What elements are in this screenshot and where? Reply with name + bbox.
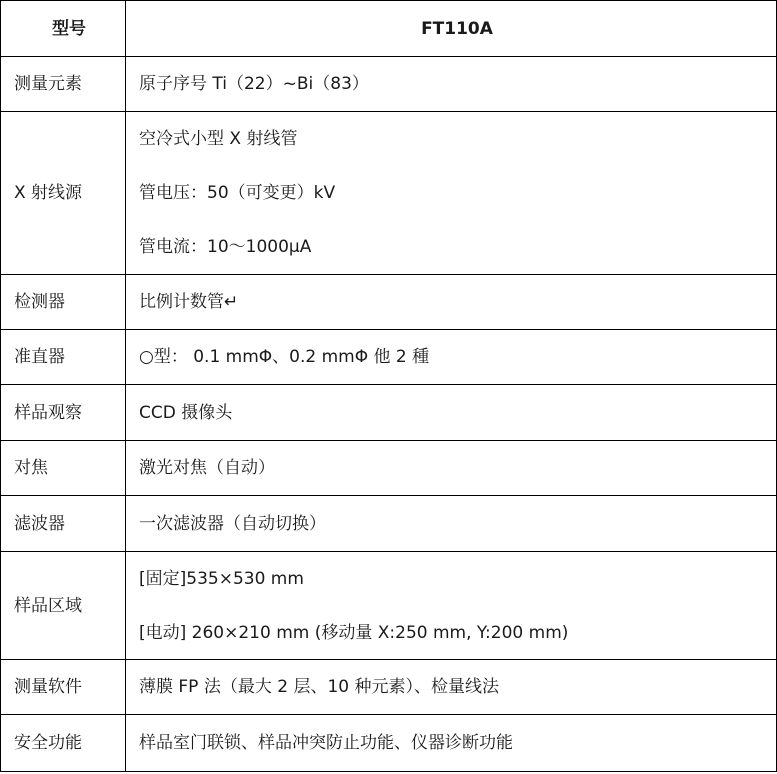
table-row xyxy=(1,385,777,441)
row-value-focus xyxy=(126,441,777,496)
row-value-sample-area xyxy=(126,552,777,660)
header-label-cell: 型号 xyxy=(1,1,126,57)
row-value-safety xyxy=(126,715,777,772)
table-row xyxy=(1,330,777,385)
value-line: 空冷式小型 X 射线管 xyxy=(139,129,298,149)
row-value-collimator xyxy=(126,330,777,385)
row-label-xray-source: X 射线源 xyxy=(1,112,126,275)
value-line: 样品室门联锁、样品冲突防止功能、仪器诊断功能 xyxy=(139,733,513,753)
table-row xyxy=(1,112,777,275)
row-label-measure-elements: 测量元素 xyxy=(1,57,126,112)
row-label-safety: 安全功能 xyxy=(1,715,126,772)
row-value-software xyxy=(126,660,777,715)
table-row xyxy=(1,552,777,660)
table-row xyxy=(1,496,777,552)
row-label-software: 测量软件 xyxy=(1,660,126,715)
value-line: 管电流：10～1000μA xyxy=(139,237,312,257)
table-header-row xyxy=(1,1,777,57)
value-line: [电动] 260×210 mm (移动量 X:250 mm, Y:200 mm) xyxy=(139,622,569,643)
table-row xyxy=(1,660,777,715)
table-row xyxy=(1,441,777,496)
row-label-detector: 检测器 xyxy=(1,275,126,330)
value-line: ○型： 0.1 mmΦ、0.2 mmΦ 他 2 種 xyxy=(139,347,430,367)
row-label-sample-observation: 样品观察 xyxy=(1,385,126,441)
value-line: 激光对焦（自动） xyxy=(139,458,275,478)
row-value-measure-elements xyxy=(126,57,777,112)
value-line: 比例计数管↵ xyxy=(139,292,239,312)
value-line: CCD 摄像头 xyxy=(139,402,233,423)
row-value-filter xyxy=(126,496,777,552)
value-line: 一次滤波器（自动切换） xyxy=(139,513,326,534)
value-line: 薄膜 FP 法（最大 2 层、10 种元素）、检量线法 xyxy=(139,677,499,697)
row-label-collimator: 准直器 xyxy=(1,330,126,385)
table-row xyxy=(1,275,777,330)
row-label-focus: 对焦 xyxy=(1,441,126,496)
row-value-detector xyxy=(126,275,777,330)
value-line: 原子序号 Ti（22）~Bi（83） xyxy=(139,74,369,94)
row-label-sample-area: 样品区域 xyxy=(1,552,126,660)
row-label-filter: 滤波器 xyxy=(1,496,126,552)
value-line: 管电压：50（可变更）kV xyxy=(139,183,336,203)
header-value-cell: FT110A xyxy=(126,1,777,57)
row-value-sample-observation xyxy=(126,385,777,441)
table-row xyxy=(1,715,777,772)
row-value-xray-source xyxy=(126,112,777,275)
table-row xyxy=(1,57,777,112)
value-line: [固定]535×530 mm xyxy=(139,568,304,589)
